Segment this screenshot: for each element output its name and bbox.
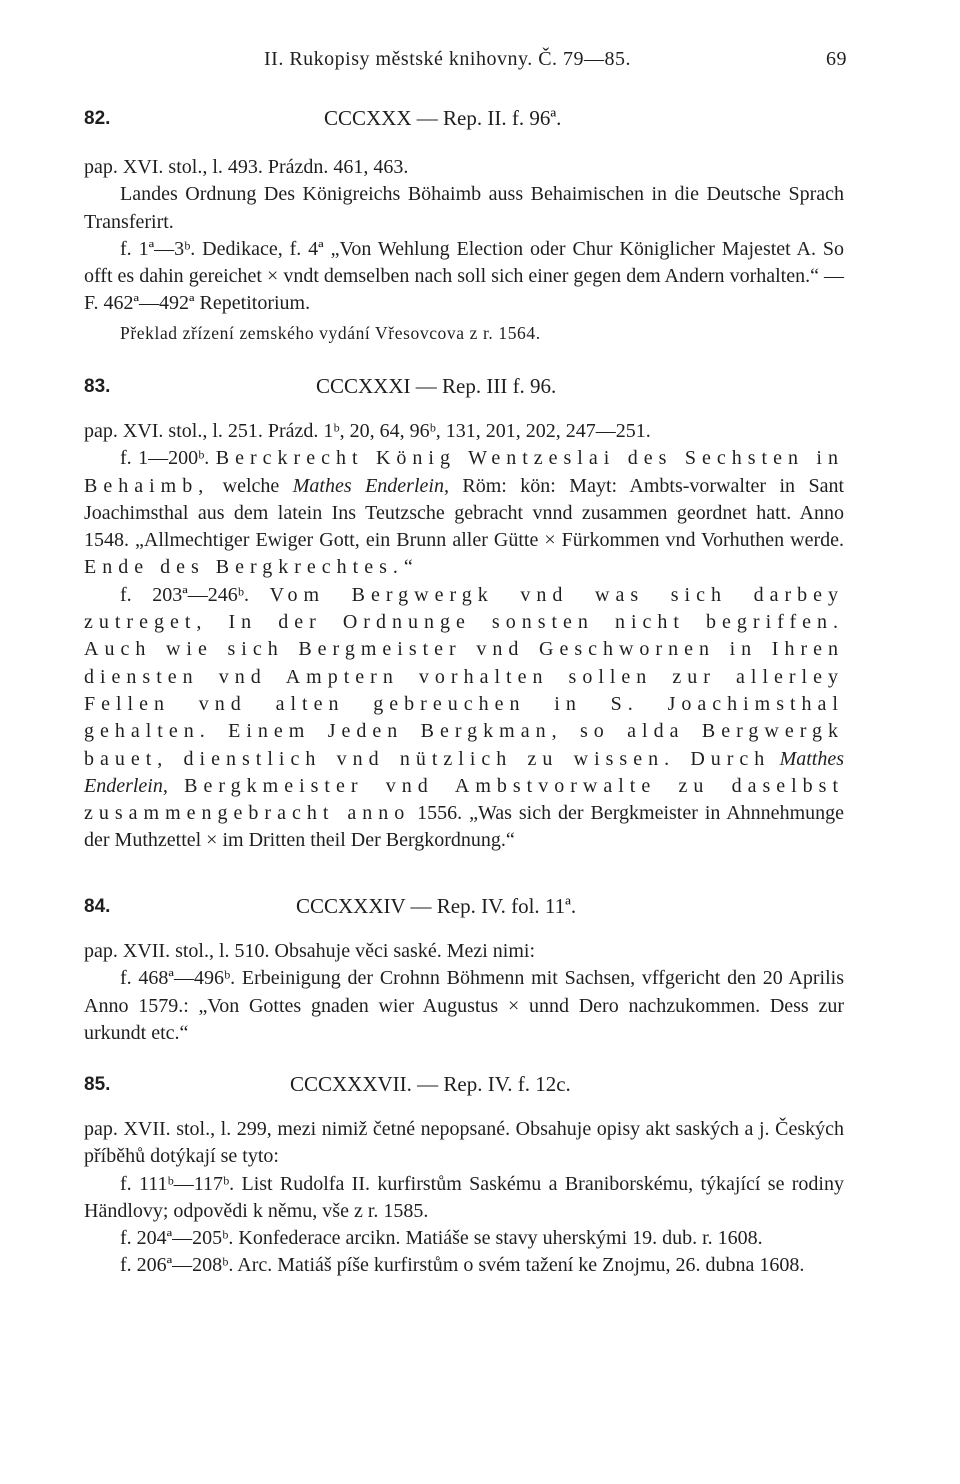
author-name: Matthes Enderlein,	[84, 747, 844, 797]
catalog-entry-82	[84, 106, 844, 347]
entry-number: 84.	[84, 896, 111, 917]
entry-body	[84, 418, 844, 855]
catalog-entry-85	[84, 1072, 844, 1280]
entry-number: 83.	[84, 376, 111, 397]
physical-description: pap. XVI. stol., l. 251. Prázd. 1ᵇ, 20, 64, 96ᵇ, 131, 201, 202, 247—251.	[84, 420, 651, 442]
text-fragment: welche	[222, 474, 280, 497]
contents-line: f. 111ᵇ—117ᵇ. List Rudolfa II. kurfirstům Saskému a Braniborskému, týkající se rodiny Händlovy; odpovědi k němu, vše z r. 1585.	[84, 1172, 844, 1222]
contents-line: f. 206ª—208ᵇ. Arc. Matiáš píše kurfirstům o svém tažení ke Znojmu, 26. dubna 1608.	[120, 1254, 805, 1277]
entry-signature: CCCXXXVII. — Rep. IV. f. 12c.	[290, 1072, 571, 1096]
catalog-entry-83	[84, 374, 844, 855]
physical-description: pap. XVII. stol., l. 299, mezi nimiž četné nepopsané. Obsahuje opisy akt saských a j. Českých příběhů dotýkají se tyto:	[84, 1118, 844, 1168]
folio-range: f. 1—200ᵇ.	[120, 447, 210, 470]
entry-heading	[84, 1072, 844, 1102]
physical-description: pap. XVII. stol., l. 510. Obsahuje věci saské. Mezi nimi:	[84, 940, 536, 962]
physical-description: pap. XVI. stol., l. 493. Prázdn. 461, 463.	[84, 156, 409, 178]
contents-line: f. 1ª—3ᵇ. Dedikace, f. 4ª „Von Wehlung Election oder Chur Königlicher Majestet A. So offt es dahin gereichet × vndt demselben nach soll sich einer gegen dem Andern vorhalten.“ — F. 462ª—492ª Repetitorium.	[84, 237, 844, 315]
spaced-title: Vom Bergwergk vnd was sich darbey zutreget, In der Ordnunge sonsten nicht begriffen. Auch wie sich Bergmeister vnd Geschwornen in Ihren diensten vnd Amptern vorhalten sollen zur allerley Fellen vnd alten gebreuchen in S. Joachimsthal gehalten. Einem Jeden Bergkman, so alda Bergwergk bauet, dienstlich vnd nützlich zu wissen. Durch	[84, 583, 845, 770]
contents-line: f. 204ª—205ᵇ. Konfederace arcikn. Matiáše se stavy uherskými 19. dub. r. 1608.	[120, 1227, 763, 1250]
catalog-entry-84	[84, 894, 844, 1047]
entry-heading	[84, 374, 844, 404]
page-number: 69	[826, 48, 847, 70]
contents-line: f. 468ª—496ᵇ. Erbeinigung der Crohnn Böhmenn mit Sachsen, vffgericht den 20 Aprilis Anno 1579.: „Von Gottes gnaden wier Augustus × unnd Dero nachzukommen. Dess zur urkundt etc.“	[84, 967, 844, 1044]
entry-number: 82.	[84, 108, 111, 129]
entry-signature: CCCXXX — Rep. II. f. 96ª.	[324, 106, 562, 130]
entry-body	[84, 154, 844, 347]
text-fragment: Röm: kön: Mayt: Ambts-vorwalter in Sant Joachimsthal aus dem latein Ins Teutzsche gebracht vnnd zusammen geordnet hatt. Anno 1548. „Allmechtiger Ewiger Gott, ein Brunn aller Gütte × Fürkommen vnd Vorhuthen werde.	[84, 474, 845, 552]
spaced-explicit: Ende des Bergkrechtes.“	[84, 556, 419, 579]
manuscript-title: Landes Ordnung Des Königreichs Böhaimb auss Behaimischen in die Deutsche Sprach Transferirt.	[84, 183, 844, 233]
running-head-title: II. Rukopisy městské knihovny. Č. 79—85.	[264, 48, 632, 70]
author-name: Mathes Enderlein,	[292, 474, 449, 497]
contents-line	[84, 445, 844, 581]
entry-body	[84, 938, 844, 1047]
entry-heading	[84, 106, 844, 136]
spaced-title: Berckrecht König Wentzeslai des Sechsten in Behaimb,	[84, 447, 844, 497]
spaced-title: Bergkmeister vnd Ambstvorwalte zu daselbst zusammengebracht anno	[84, 774, 845, 825]
entry-signature: CCCXXXI — Rep. III f. 96.	[316, 374, 557, 398]
entry-heading	[84, 894, 844, 924]
entry-signature: CCCXXXIV — Rep. IV. fol. 11ª.	[296, 894, 577, 918]
editor-note: Překlad zřízení zemského vydání Vřesovcova z r. 1564.	[120, 322, 541, 343]
text-fragment: 1556. „Was sich der Bergkmeister in Ahnnehmunge der Muthzettel × im Dritten theil Der Bergkordnung.“	[84, 802, 844, 852]
folio-range: f. 203ª—246ᵇ.	[120, 583, 249, 606]
contents-line	[84, 582, 844, 855]
entry-body	[84, 1116, 844, 1280]
entry-number: 85.	[84, 1074, 111, 1095]
